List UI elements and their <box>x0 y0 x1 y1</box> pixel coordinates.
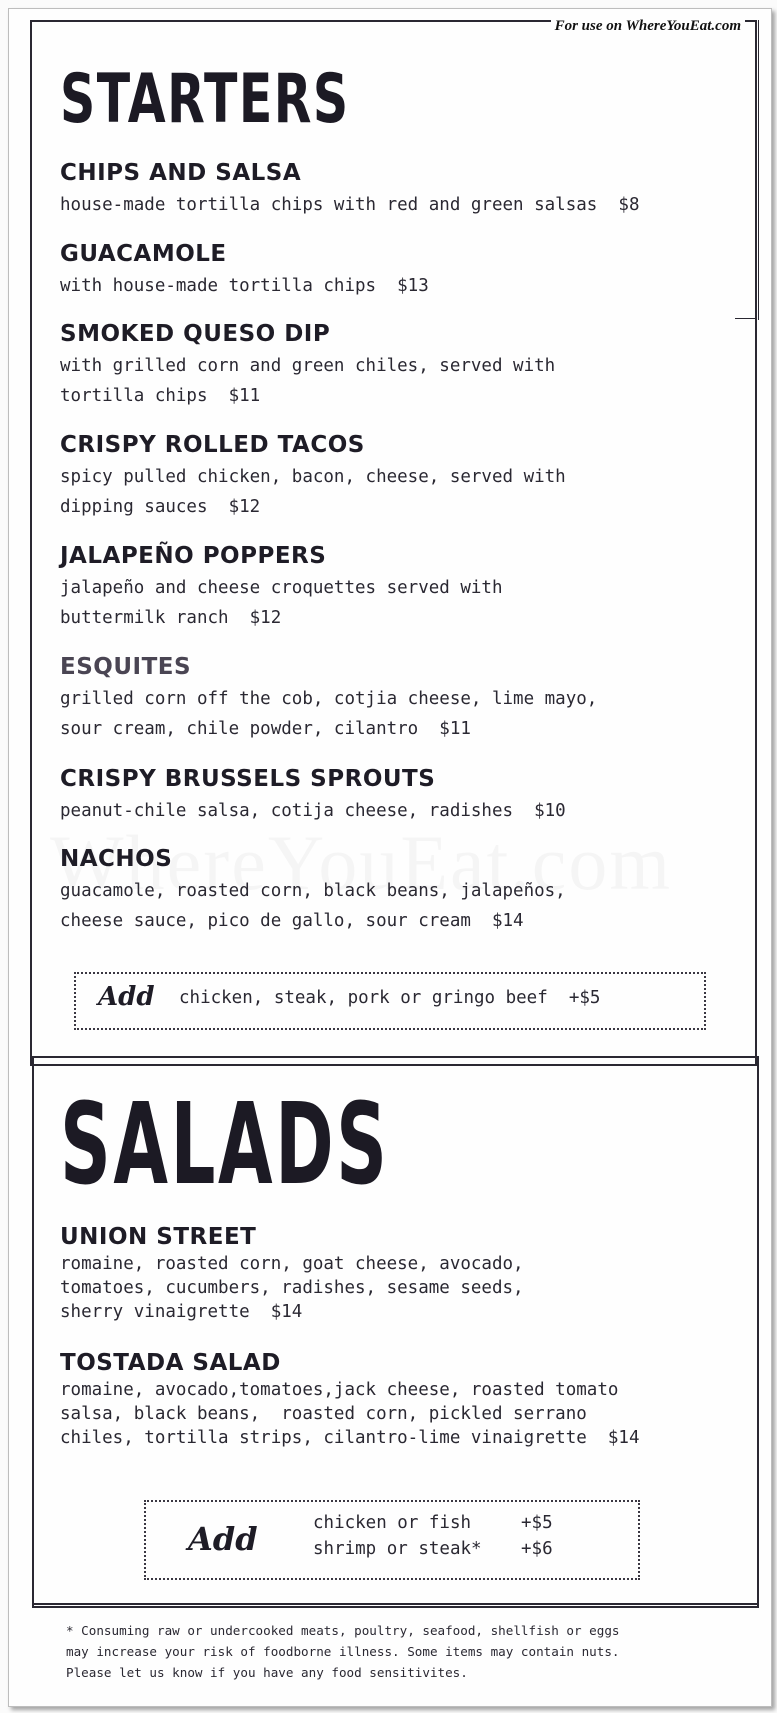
add-option <box>313 1536 553 1562</box>
menu-item <box>60 1222 740 1324</box>
item-name: NACHOS <box>60 846 173 872</box>
add-option-price: +$6 <box>521 1539 553 1559</box>
item-description: jalapeño and cheese croquettes served with buttermilk ranch $12 <box>60 578 503 628</box>
add-option-price: +$5 <box>521 1513 553 1533</box>
add-option-item: chicken or fish <box>313 1513 472 1533</box>
add-options: chicken, steak, pork or gringo beef +$5 <box>179 988 601 1008</box>
menu-item <box>60 1348 740 1450</box>
menu-item <box>60 319 740 411</box>
starters-add-box <box>74 972 706 1030</box>
starters-heading: STARTERS <box>60 60 350 139</box>
menu-item <box>60 158 740 220</box>
item-name: TOSTADA SALAD <box>60 1350 281 1376</box>
salads-heading: SALADS <box>60 1080 390 1210</box>
menu-item <box>60 652 740 744</box>
item-description: grilled corn off the cob, cotjia cheese, lime mayo, sour cream, chile powder, cilantro $11 <box>60 689 598 739</box>
item-name: ESQUITES <box>60 654 192 680</box>
food-safety-disclaimer <box>66 1620 736 1683</box>
watermark-label: For use on WhereYouEat.com <box>551 18 745 35</box>
item-name: SMOKED QUESO DIP <box>60 321 331 347</box>
menu-item <box>60 430 740 522</box>
menu-item <box>60 844 740 936</box>
add-options <box>313 1510 553 1562</box>
item-name: GUACAMOLE <box>60 241 227 267</box>
item-description: peanut-chile salsa, cotija cheese, radishes $10 <box>60 801 566 821</box>
menu-item <box>60 764 740 826</box>
add-label: Add <box>188 1520 258 1558</box>
frame-edge-line <box>758 20 759 320</box>
menu-item <box>60 239 740 301</box>
item-description: romaine, roasted corn, goat cheese, avocado, tomatoes, cucumbers, radishes, sesame seeds, sherry vinaigrette $14 <box>60 1254 524 1322</box>
disclaimer-text: * Consuming raw or undercooked meats, poultry, seafood, shellfish or eggs may increase your risk of foodborne illness. Some items may contain nuts. Please let us know if you have any food sensitivites. <box>66 1623 620 1680</box>
item-description: with house-made tortilla chips $13 <box>60 276 429 296</box>
add-option-item: shrimp or steak* <box>313 1539 482 1559</box>
item-name: JALAPEÑO POPPERS <box>60 543 327 569</box>
footer-divider <box>32 1603 759 1605</box>
item-name: CRISPY BRUSSELS SPROUTS <box>60 766 436 792</box>
item-name: CRISPY ROLLED TACOS <box>60 432 365 458</box>
add-option <box>313 1510 553 1536</box>
item-description: spicy pulled chicken, bacon, cheese, served with dipping sauces $12 <box>60 467 566 517</box>
item-description: romaine, avocado,tomatoes,jack cheese, roasted tomato salsa, black beans, roasted corn, pickled serrano chiles, tortilla strips, cilantro-lime vinaigrette $14 <box>60 1380 640 1448</box>
add-label: Add <box>98 982 155 1012</box>
item-name: CHIPS AND SALSA <box>60 160 302 186</box>
salads-add-box <box>144 1500 640 1580</box>
item-description: with grilled corn and green chiles, served with tortilla chips $11 <box>60 356 556 406</box>
menu-item <box>60 541 740 633</box>
item-description: guacamole, roasted corn, black beans, jalapeños, cheese sauce, pico de gallo, sour cream $14 <box>60 881 566 931</box>
item-name: UNION STREET <box>60 1224 257 1250</box>
item-description: house-made tortilla chips with red and green salsas $8 <box>60 195 640 215</box>
